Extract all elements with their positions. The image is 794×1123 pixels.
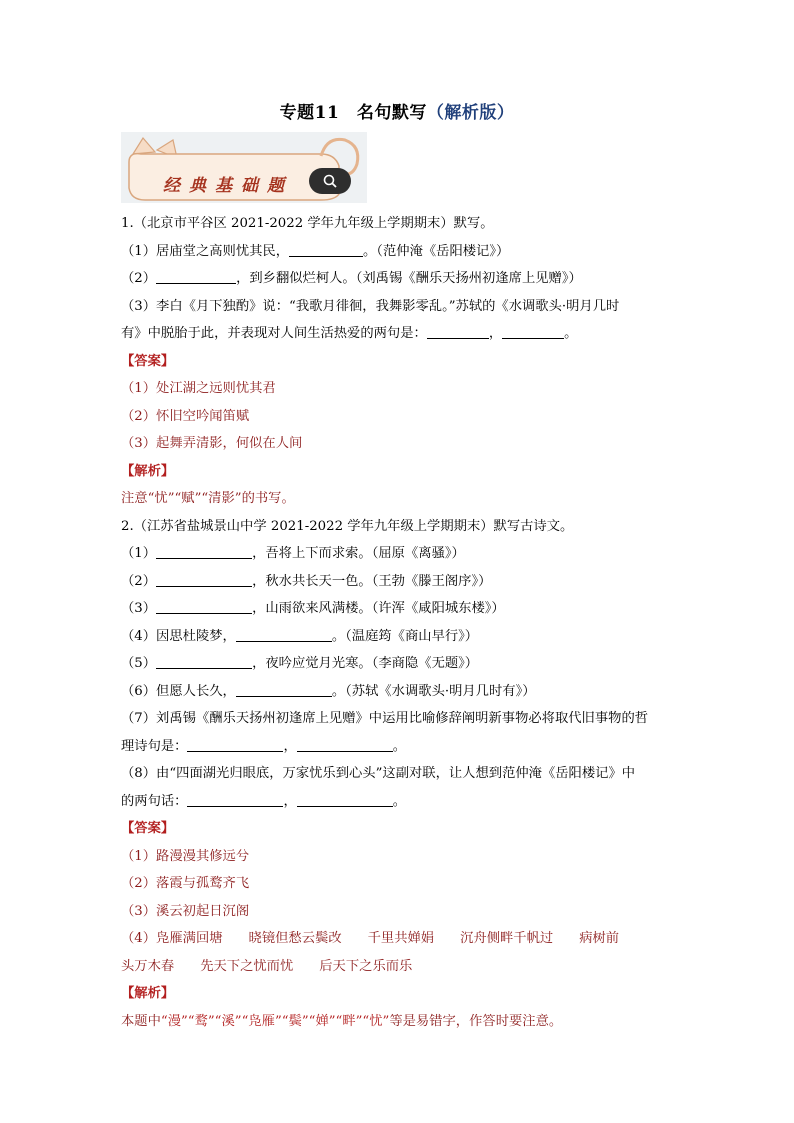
answer-blank[interactable] <box>156 269 236 284</box>
answer-blank[interactable] <box>156 572 252 587</box>
q2-item-1: （1） ，吾将上下而求索。（屈原《离骚》） <box>121 546 465 561</box>
q1-answer-3: （3）起舞弄清影，何似在人间 <box>121 436 303 451</box>
answer-blank[interactable] <box>502 324 564 339</box>
content <box>121 210 681 1035</box>
answer-blank[interactable] <box>427 324 489 339</box>
q2-item-4: （4）因思杜陵梦， 。（温庭筠《商山早行》） <box>121 628 479 644</box>
q2-item-8b: 的两句话： ， 。 <box>121 793 407 809</box>
title-sub: （解析版） <box>426 103 515 123</box>
q1-item-2: （2） ，到乡翻似烂柯人。（刘禹锡《酬乐天扬州初逢席上见赠》） <box>121 271 582 286</box>
q1-item-3a: （3）李白《月下独酌》说：“我歌月徘徊，我舞影零乱。”苏轼的《水调歌头·明月几时 <box>121 298 620 314</box>
q2-item-6: （6）但愿人长久， 。（苏轼《水调歌头·明月几时有》） <box>121 683 536 699</box>
q2-analysis: 本题中“漫”“鹜”“溪”“凫雁”“鬓”“婵”“畔”“忧”等是易错字，作答时要注意。 <box>121 1013 563 1029</box>
q1-analysis: 注意“忧”“赋”“清影”的书写。 <box>121 491 295 506</box>
q2-analysis-label: 【解析】 <box>121 986 175 1001</box>
q2-item-7b: 理诗句是： ， 。 <box>121 738 407 754</box>
q1-item-1: （1）居庙堂之高则忧其民， 。（范仲淹《岳阳楼记》） <box>121 243 510 259</box>
q1-answer-2: （2）怀旧空吟闻笛赋 <box>121 408 250 424</box>
q1-answer-label: 【答案】 <box>121 353 175 369</box>
q2-item-8a: （8）由“四面湖光归眼底，万家忧乐到心头”这副对联，让人想到范仲淹《岳阳楼记》中 <box>121 766 636 781</box>
q2-answer-4-cont: 头万木春 先天下之忧而忧 后天下之乐而乐 <box>121 958 413 974</box>
q1-answer-1: （1）处江湖之远则忧其君 <box>121 381 276 396</box>
answer-blank[interactable] <box>187 792 283 807</box>
answer-blank[interactable] <box>156 599 252 614</box>
q1-stem: 1.（北京市平谷区 2021-2022 学年九年级上学期期末）默写。 <box>121 216 494 231</box>
q2-answer-4: （4）凫雁满回塘 晓镜但愁云鬓改 千里共婵娟 沉舟侧畔千帆过 病树前 <box>121 931 620 946</box>
q2-item-7a: （7）刘禹锡《酬乐天扬州初逢席上见赠》中运用比喻修辞阐明新事物必将取代旧事物的哲 <box>121 711 649 726</box>
answer-blank[interactable] <box>156 544 252 559</box>
q2-answer-label: 【答案】 <box>121 821 175 836</box>
answer-blank[interactable] <box>297 737 393 752</box>
title-main: 专题11 名句默写 <box>279 103 427 123</box>
answer-blank[interactable] <box>289 242 363 257</box>
q2-answer-3: （3）溪云初起日沉阁 <box>121 903 250 919</box>
search-icon <box>322 173 338 189</box>
q2-item-2: （2） ，秋水共长天一色。（王勃《滕王阁序》） <box>121 573 492 589</box>
q2-answer-2: （2）落霞与孤鹜齐飞 <box>121 876 250 891</box>
answer-blank[interactable] <box>187 737 283 752</box>
q2-answer-1: （1）路漫漫其修远兮 <box>121 848 250 864</box>
q1-item-3b: 有》中脱胎于此，并表现对人间生活热爱的两句是： ， 。 <box>121 326 578 341</box>
page-title <box>0 98 794 123</box>
banner-text: 经典基础题 <box>163 176 293 196</box>
q2-item-5: （5） ，夜吟应觉月光寒。（李商隐《无题》） <box>121 656 479 671</box>
answer-blank[interactable] <box>236 682 332 697</box>
answer-blank[interactable] <box>156 654 252 669</box>
q1-analysis-label: 【解析】 <box>121 463 175 479</box>
q2-stem: 2.（江苏省盐城景山中学 2021-2022 学年九年级上学期期末）默写古诗文。 <box>121 518 574 534</box>
answer-blank[interactable] <box>236 627 332 642</box>
answer-blank[interactable] <box>297 792 393 807</box>
q2-item-3: （3） ，山雨欲来风满楼。（许浑《咸阳城东楼》） <box>121 601 505 616</box>
section-banner <box>121 132 367 203</box>
